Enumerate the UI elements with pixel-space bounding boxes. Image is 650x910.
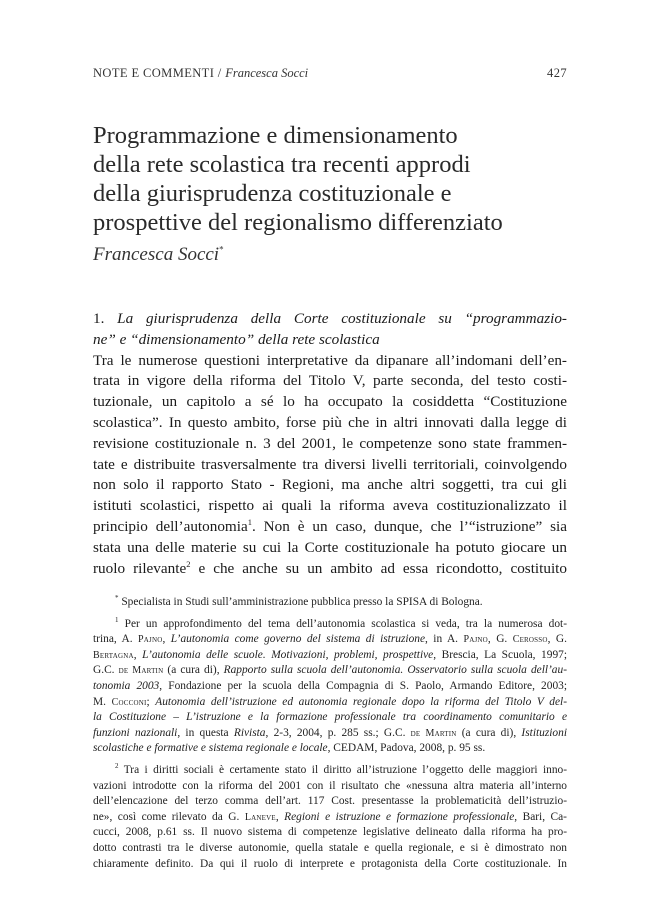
footnote-text: , G. (547, 633, 567, 646)
footnote-1-line (93, 632, 567, 648)
work-title: Rapporto sulla scuola dell’autonomia. Osservatorio sulla scuola dell’au- (223, 664, 567, 677)
author-name: de Martin (410, 727, 457, 739)
body-text: ruolo rilevante (93, 559, 187, 577)
footnote-1-line (93, 741, 567, 757)
footnote-text: trina, A. (93, 633, 139, 646)
article-title (93, 121, 573, 237)
body-text: e che anche su un ambito ad essa ricondotto, costituito (190, 559, 567, 577)
body-line: tate e distribuite trasversalmente tra diversi livelli territoriali, coinvolgendo (93, 455, 567, 473)
section-heading-number: 1. (93, 310, 118, 327)
footnote-mark: 1 (115, 616, 119, 624)
work-title: la Costituzione – L’istruzione e la formazione professionale tra coordinamento comunitario e (93, 711, 567, 724)
footnote-text: , in A. (425, 633, 464, 646)
body-line: istituti scolastici, rispetto ai quali la riforma aveva costituzionalizzato il (93, 497, 567, 515)
author-name: de Martin (118, 665, 164, 677)
byline-author: Francesca Socci (93, 244, 220, 265)
footnote-ref-2[interactable]: 2 (186, 558, 191, 569)
body-line (93, 559, 567, 580)
work-title: funzioni nazionali (93, 726, 178, 739)
section-label: NOTE E COMMENTI / (93, 66, 226, 80)
running-head-left (93, 66, 308, 81)
footnote-text: , 2-3, 2004, p. 285 ss.; G.C. (265, 726, 411, 739)
footnote-1-line (93, 648, 567, 664)
footnote-text: , in questa (177, 726, 234, 739)
author-name: Pajno (138, 634, 163, 646)
title-line: Programmazione e dimensionamento (93, 122, 458, 149)
footnote-2-line: cucci, 2008, p.61 ss. Il nuovo sistema di competenze legislative delineato dalla riforma ha pro- (93, 826, 567, 839)
footnote-text: , (162, 633, 171, 646)
body-line: stata una delle materie su cui la Corte costituzionale ha potuto giocare un (93, 538, 567, 556)
title-line: della giurisprudenza costituzionale e (93, 180, 452, 207)
work-title: Regioni e istruzione e formazione professionale (284, 810, 515, 823)
footnote-1-line (93, 617, 567, 633)
running-head-author: Francesca Socci (225, 66, 309, 80)
journal-title: Rivista (233, 726, 266, 739)
work-title: Istituzioni (521, 726, 567, 739)
author-name: Cerosso (512, 634, 548, 646)
author-name: Laneve (244, 811, 276, 823)
footnote-1-line (93, 695, 567, 711)
author-name: Bertagna (93, 649, 134, 661)
body-line: tuzionale, un capitolo a sé lo ha occupato la cosiddetta “Costituzione (93, 393, 567, 411)
footnote-text: Specialista in Studi sull’amministrazione pubblica presso la SPISA di Bologna. (118, 596, 483, 608)
body-line: non solo il rapporto Stato - Regioni, ma anche altri soggetti, tra cui gli (93, 476, 567, 494)
footnote-text: , (133, 648, 143, 661)
body-line: trata in vigore della riforma del Titolo V, parte seconda, del testo costi- (93, 372, 567, 390)
work-title: L’autonomia come governo del sistema di istruzione (170, 633, 426, 646)
footnote-text: , Bari, Ca- (514, 810, 567, 823)
section-heading (93, 309, 567, 330)
footnote-1-line (93, 726, 567, 742)
footnote-text: ; (146, 695, 156, 708)
footnote-1-line (93, 679, 567, 695)
footnote-text: , Fondazione per la scuola della Compagnia di S. Paolo, Armando Editore, 2003; (159, 679, 567, 692)
body-line: Tra le numerose questioni interpretative da dipanare all’indomani dell’en- (93, 351, 567, 369)
footnote-mark: 2 (115, 762, 119, 771)
footnote-text: Tra i diritti sociali è certamente stato il diritto all’istruzione l’oggetto delle maggiori inno- (118, 763, 567, 776)
footnote-text: , Brescia, La Scuola, 1997; (433, 648, 567, 661)
work-title: scolastiche e formative e sistema regionale e locale (93, 742, 328, 755)
body-text: . Non è un caso, dunque, che l’“istruzione” sia (251, 517, 567, 535)
author-name: Cocconi (111, 696, 147, 708)
footnote-2-line: dell’elencazione del terzo comma dell’art. 117 Cost. presentasse la problematicità dell’istruzio- (93, 795, 567, 808)
title-line: della rete scolastica tra recenti approdi (93, 151, 471, 178)
footnote-mark: * (115, 595, 119, 603)
work-title: Autonomia dell’istruzione ed autonomia regionale dopo la riforma del Titolo V del- (155, 695, 567, 708)
footnote-text: , (275, 810, 285, 823)
footnote-2-line (93, 763, 567, 779)
footnote-2-line (93, 810, 567, 826)
footnote-text: ne», così come rilevato da G. (93, 810, 245, 823)
body-line: scolastica”. In questo ambito, forse più che in altri innovati dalla legge di (93, 413, 567, 431)
footnote-text: , CEDAM, Padova, 2008, p. 95 ss. (327, 742, 486, 755)
byline (93, 244, 224, 266)
footnote-text: , G. (487, 633, 513, 646)
footnote-text: M. (93, 695, 112, 708)
footnote-2-line: dotto contrasti tra le diverse autonomie, quella statale e quella regionale, e si è dimostrato non (93, 841, 567, 854)
work-title: L’autonomia delle scuole. Motivazioni, problemi, prospettive (142, 648, 434, 661)
byline-footnote-mark[interactable]: * (219, 244, 224, 255)
section-1 (93, 309, 567, 579)
work-title: tonomia 2003 (93, 679, 160, 692)
footnote-1-line (93, 663, 567, 679)
section-heading-text: ne” e “dimensionamento” della rete scolastica (93, 330, 380, 348)
footnote-text: Per un approfondimento del tema dell’autonomia scolastica si veda, tra la numerosa dot- (118, 617, 567, 630)
author-name: Pajno (463, 634, 488, 646)
body-line: revisione costituzionale n. 3 del 2001, le competenze sono state frammen- (93, 434, 567, 452)
footnote-text: G.C. (93, 664, 119, 677)
title-line: prospettive del regionalismo differenziato (93, 209, 503, 236)
page-number: 427 (547, 66, 567, 80)
footnote-2-line: vazioni introdotte con la riforma del 2001 con il risultato che «nessuna altra materia all’interno (93, 779, 567, 792)
body-text: principio dell’autonomia (93, 517, 248, 535)
footnote-text: (a cura di), (456, 726, 522, 739)
body-line (93, 517, 567, 538)
section-heading-text: La giurisprudenza della Corte costituzionale su “programmazio- (117, 310, 567, 327)
footnote-2-line: chiaramente definito. Da qui il ruolo di interprete e protagonista della Corte costituzionale. In (93, 857, 567, 870)
footnotes (93, 595, 567, 872)
footnote-1-line (93, 710, 567, 726)
footnote-star (93, 595, 567, 611)
footnote-text: (a cura di), (163, 664, 224, 677)
footnote-ref-1[interactable]: 1 (247, 516, 252, 527)
